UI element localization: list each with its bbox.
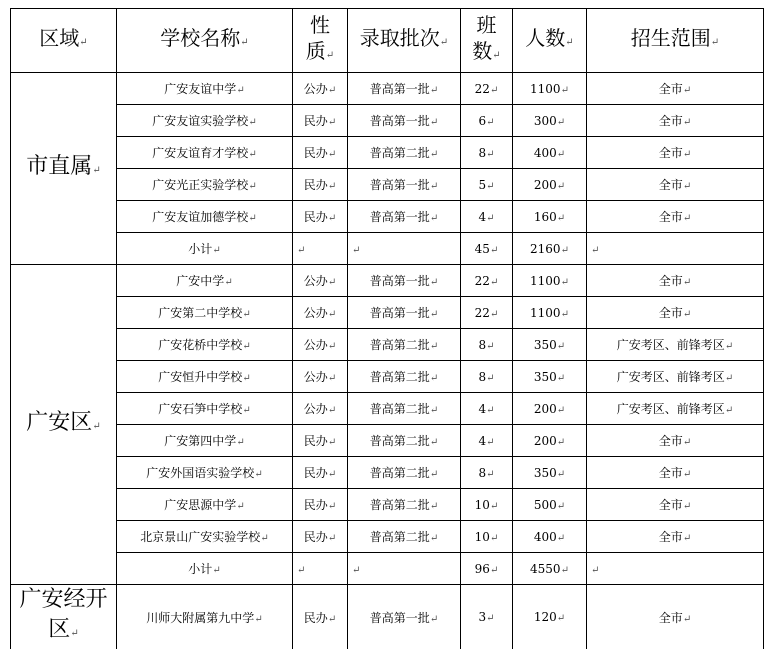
enrollment-scope: 全市↵ [587,137,764,169]
admission-batch: 普高第一批↵ [348,73,461,105]
class-count: 8↵ [461,137,513,169]
school-name: 广安友谊中学↵ [117,73,293,105]
enrollment-scope: 全市↵ [587,297,764,329]
student-count: 500↵ [513,489,587,521]
school-nature: 民办↵ [293,489,348,521]
school-nature: 民办↵ [293,457,348,489]
subtotal-count: 4550↵ [513,553,587,585]
enrollment-scope: 全市↵ [587,73,764,105]
table-row [11,457,764,489]
student-count: 400↵ [513,137,587,169]
class-count: 4↵ [461,201,513,233]
class-count: 22↵ [461,265,513,297]
region-cell: 广安经开区↵ [11,585,117,650]
subtotal-row [11,553,764,585]
school-nature: 公办↵ [293,393,348,425]
admission-batch: 普高第二批↵ [348,489,461,521]
admission-batch: 普高第一批↵ [348,169,461,201]
admission-batch: 普高第二批↵ [348,425,461,457]
school-nature: 民办↵ [293,521,348,553]
enrollment-scope: 全市↵ [587,265,764,297]
table-row [11,105,764,137]
student-count: 200↵ [513,169,587,201]
enrollment-scope: 全市↵ [587,425,764,457]
header-scope: 招生范围↵ [587,9,764,73]
student-count: 350↵ [513,329,587,361]
school-name: 广安花桥中学校↵ [117,329,293,361]
table-row [11,297,764,329]
school-nature: 民办↵ [293,137,348,169]
empty-cell: ↵ [293,233,348,265]
header-batch: 录取批次↵ [348,9,461,73]
school-name: 川师大附属第九中学↵ [117,585,293,650]
header-nature: 性 质↵ [293,9,348,73]
admission-batch: 普高第二批↵ [348,137,461,169]
school-name: 广安第四中学↵ [117,425,293,457]
admission-batch: 普高第二批↵ [348,393,461,425]
empty-cell: ↵ [348,553,461,585]
admission-batch: 普高第一批↵ [348,105,461,137]
student-count: 1100↵ [513,265,587,297]
header-row [11,9,764,73]
enrollment-scope: 全市↵ [587,521,764,553]
class-count: 3↵ [461,585,513,650]
class-count: 8↵ [461,361,513,393]
table-row [11,73,764,105]
table-body [11,73,764,650]
header-region: 区域↵ [11,9,117,73]
school-nature: 公办↵ [293,361,348,393]
table-row [11,425,764,457]
student-count: 200↵ [513,393,587,425]
student-count: 120↵ [513,585,587,650]
school-name: 广安外国语实验学校↵ [117,457,293,489]
student-count: 1100↵ [513,73,587,105]
enrollment-scope: 广安考区、前锋考区↵ [587,393,764,425]
student-count: 1100↵ [513,297,587,329]
table-row [11,361,764,393]
student-count: 350↵ [513,457,587,489]
table-row [11,489,764,521]
school-nature: 公办↵ [293,297,348,329]
school-nature: 公办↵ [293,73,348,105]
class-count: 5↵ [461,169,513,201]
school-name: 广安中学↵ [117,265,293,297]
student-count: 300↵ [513,105,587,137]
admission-batch: 普高第二批↵ [348,329,461,361]
school-nature: 民办↵ [293,585,348,650]
student-count: 200↵ [513,425,587,457]
table-row [11,393,764,425]
header-count: 人数↵ [513,9,587,73]
school-nature: 民办↵ [293,169,348,201]
school-name: 广安第二中学校↵ [117,297,293,329]
school-name: 广安光正实验学校↵ [117,169,293,201]
table-row [11,169,764,201]
school-nature: 民办↵ [293,425,348,457]
empty-cell: ↵ [348,233,461,265]
subtotal-count: 2160↵ [513,233,587,265]
admission-batch: 普高第一批↵ [348,201,461,233]
school-name: 广安友谊加德学校↵ [117,201,293,233]
class-count: 6↵ [461,105,513,137]
class-count: 8↵ [461,329,513,361]
table-row [11,521,764,553]
school-name: 广安友谊育才学校↵ [117,137,293,169]
class-count: 10↵ [461,521,513,553]
header-classes: 班 数↵ [461,9,513,73]
subtotal-label: 小计↵ [117,233,293,265]
school-nature: 民办↵ [293,201,348,233]
school-name: 广安思源中学↵ [117,489,293,521]
admission-batch: 普高第一批↵ [348,297,461,329]
admission-batch: 普高第二批↵ [348,521,461,553]
admission-batch: 普高第二批↵ [348,457,461,489]
subtotal-label: 小计↵ [117,553,293,585]
student-count: 160↵ [513,201,587,233]
school-nature: 民办↵ [293,105,348,137]
subtotal-classes: 45↵ [461,233,513,265]
school-name: 广安友谊实验学校↵ [117,105,293,137]
empty-cell: ↵ [293,553,348,585]
subtotal-classes: 96↵ [461,553,513,585]
enrollment-scope: 广安考区、前锋考区↵ [587,329,764,361]
enrollment-scope: 全市↵ [587,489,764,521]
school-nature: 公办↵ [293,265,348,297]
header-school: 学校名称↵ [117,9,293,73]
school-nature: 公办↵ [293,329,348,361]
subtotal-row [11,233,764,265]
admission-batch: 普高第二批↵ [348,361,461,393]
table-row [11,329,764,361]
empty-cell: ↵ [587,553,764,585]
enrollment-scope: 全市↵ [587,457,764,489]
class-count: 4↵ [461,393,513,425]
enrollment-scope: 广安考区、前锋考区↵ [587,361,764,393]
enrollment-table [10,8,764,649]
enrollment-scope: 全市↵ [587,105,764,137]
region-cell: 市直属↵ [11,73,117,265]
class-count: 4↵ [461,425,513,457]
class-count: 10↵ [461,489,513,521]
region-cell: 广安区↵ [11,265,117,585]
admission-batch: 普高第一批↵ [348,265,461,297]
enrollment-scope: 全市↵ [587,169,764,201]
table-row [11,137,764,169]
class-count: 22↵ [461,73,513,105]
table-row [11,265,764,297]
table-row [11,585,764,650]
class-count: 8↵ [461,457,513,489]
class-count: 22↵ [461,297,513,329]
school-name: 广安石笋中学校↵ [117,393,293,425]
student-count: 400↵ [513,521,587,553]
enrollment-scope: 全市↵ [587,585,764,650]
empty-cell: ↵ [587,233,764,265]
enrollment-scope: 全市↵ [587,201,764,233]
admission-batch: 普高第一批↵ [348,585,461,650]
table-row [11,201,764,233]
school-name: 广安恒升中学校↵ [117,361,293,393]
student-count: 350↵ [513,361,587,393]
school-name: 北京景山广安实验学校↵ [117,521,293,553]
